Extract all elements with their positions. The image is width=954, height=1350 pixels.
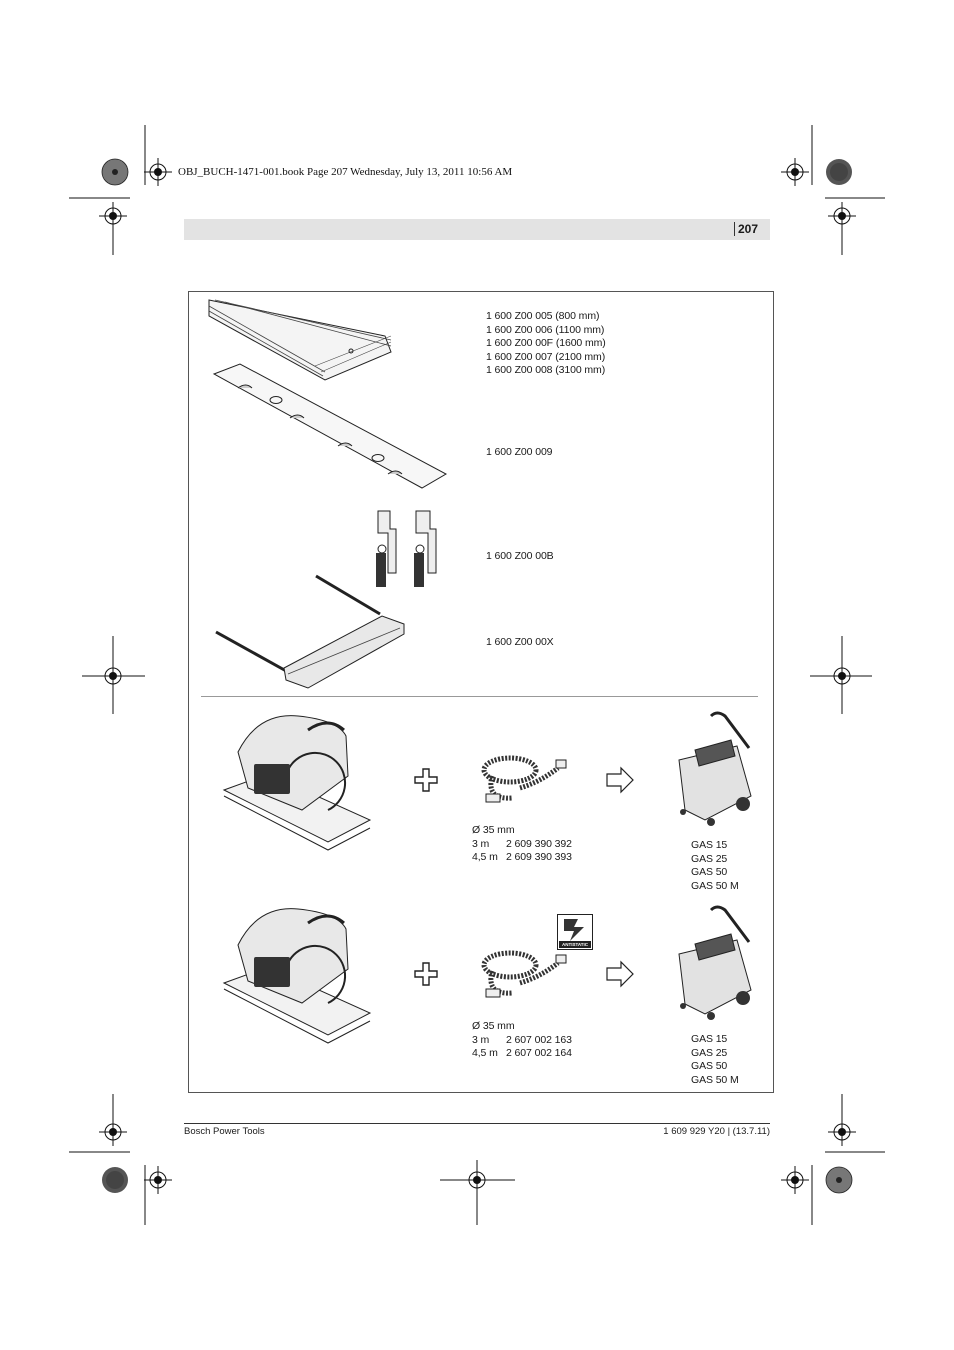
plus-icon — [415, 769, 437, 791]
hose-code: 2 609 390 393 — [506, 851, 572, 864]
accessory-code: 1 600 Z00 00X — [486, 636, 554, 648]
vacuum-model: GAS 50 — [691, 1060, 728, 1073]
registration-mark-icon — [828, 202, 856, 230]
color-rose-icon — [826, 1167, 852, 1193]
print-info: OBJ_BUCH-1471-001.book Page 207 Wednesday, July 13, 2011 10:56 AM — [178, 166, 513, 178]
antistatic-label: ANTISTATIC — [559, 941, 591, 948]
accessory-code: 1 600 Z00 009 — [486, 446, 553, 458]
connector-plate-illustration — [210, 362, 450, 492]
guide-rail-code: 1 600 Z00 005 (800 mm) — [486, 310, 600, 322]
section-divider — [201, 696, 758, 697]
registration-mark-icon — [144, 1166, 172, 1194]
hose-row — [472, 851, 572, 865]
registration-mark-icon — [781, 1166, 809, 1194]
hose-code: 2 607 002 163 — [506, 1033, 572, 1046]
accessory-code: 1 600 Z00 00B — [486, 550, 554, 562]
angle-guide-illustration — [212, 572, 412, 692]
page-number: 207 — [734, 222, 758, 236]
vacuum-model: GAS 15 — [691, 1033, 728, 1045]
hose-row — [472, 838, 572, 852]
hose-length: 4,5 m — [472, 1047, 498, 1060]
color-rose-icon — [102, 159, 128, 185]
hose-code: 2 609 390 392 — [506, 837, 572, 850]
registration-mark-icon — [99, 1118, 127, 1146]
hose-illustration — [480, 943, 570, 1003]
guide-rail-code: 1 600 Z00 008 (3100 mm) — [486, 364, 606, 377]
vacuum-models — [691, 839, 739, 893]
vacuum-illustration — [675, 904, 755, 1024]
hose-spec — [472, 824, 572, 865]
hose-diameter: Ø 35 mm — [472, 1020, 515, 1032]
vacuum-illustration — [675, 710, 755, 830]
color-rose-icon — [826, 159, 852, 185]
vacuum-model: GAS 50 M — [691, 879, 739, 892]
plunge-saw-illustration — [218, 903, 378, 1048]
vacuum-model: GAS 25 — [691, 1046, 728, 1059]
vacuum-model: GAS 50 — [691, 866, 728, 879]
guide-rail-codes — [486, 310, 606, 378]
footer-rule — [184, 1123, 770, 1124]
page-header-bar — [184, 219, 770, 240]
arrow-right-icon — [606, 767, 634, 793]
hose-spec — [472, 1020, 572, 1061]
guide-rail-code: 1 600 Z00 007 (2100 mm) — [486, 350, 606, 363]
plunge-saw-illustration — [218, 710, 378, 855]
hose-illustration — [480, 748, 570, 808]
registration-mark-icon — [781, 158, 809, 186]
vacuum-model: GAS 25 — [691, 852, 728, 865]
vacuum-models — [691, 1033, 739, 1087]
hose-length: 3 m — [472, 1033, 490, 1046]
registration-mark-icon — [99, 202, 127, 230]
plus-icon — [415, 963, 437, 985]
guide-rail-code: 1 600 Z00 006 (1100 mm) — [486, 323, 605, 336]
hose-length: 4,5 m — [472, 851, 498, 864]
vacuum-model: GAS 15 — [691, 839, 728, 851]
footer-doc-number: 1 609 929 Y20 | (13.7.11) — [663, 1126, 770, 1137]
registration-mark-icon — [828, 1118, 856, 1146]
color-rose-icon — [102, 1167, 128, 1193]
hose-length: 3 m — [472, 837, 490, 850]
footer-brand: Bosch Power Tools — [184, 1126, 265, 1137]
hose-row — [472, 1034, 572, 1048]
hose-row — [472, 1047, 572, 1061]
vacuum-model: GAS 50 M — [691, 1073, 739, 1086]
registration-mark-icon — [144, 158, 172, 186]
guide-rail-code: 1 600 Z00 00F (1600 mm) — [486, 337, 606, 350]
hose-diameter: Ø 35 mm — [472, 824, 515, 836]
arrow-right-icon — [606, 961, 634, 987]
hose-code: 2 607 002 164 — [506, 1047, 572, 1060]
